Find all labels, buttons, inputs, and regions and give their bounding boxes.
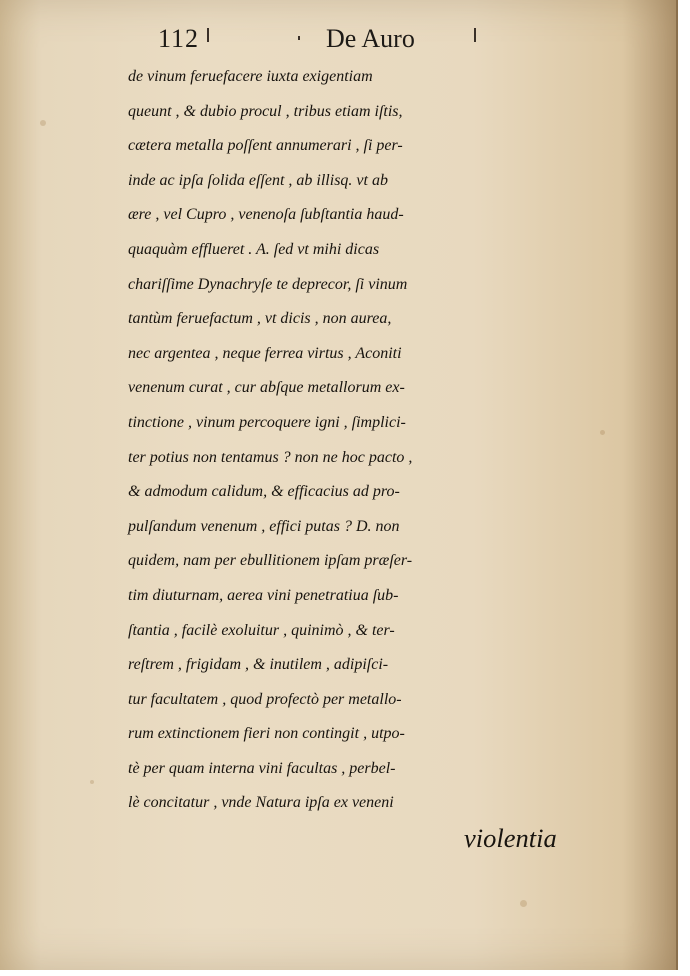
text-line: tur facultatem , quod profectò per metallo- [128, 690, 402, 708]
header-rule-mark [474, 28, 476, 42]
foxing-spot [520, 900, 527, 907]
page-number: 112 [158, 24, 200, 53]
text-line: ter potius non tentamus ? non ne hoc pacto , [128, 448, 413, 466]
text-line: venenum curat , cur abſque metallorum ex- [128, 379, 405, 397]
text-line: lè concitatur , vnde Natura ipſa ex veneni [128, 794, 394, 812]
text-line: tim diuturnam, aerea vini penetratiua ſub- [128, 586, 399, 604]
text-line: rum extinctionem fieri non contingit , utpo- [128, 725, 405, 743]
running-head: De Auro [326, 24, 415, 53]
catchword: violentia [464, 823, 557, 854]
page-header [0, 18, 676, 58]
text-line: nec argentea , neque ferrea virtus , Aconiti [128, 344, 402, 362]
text-line: quaquàm efflueret . A. ſed vt mihi dicas [128, 240, 380, 258]
text-line: ſtantia , facilè exoluitur , quinimò , & ter- [128, 621, 395, 639]
text-line: reſtrem , frigidam , & inutilem , adipiſci- [128, 656, 389, 674]
text-line: cætera metalla poſſent annumerari , ſi per- [128, 137, 403, 155]
text-line: tantùm feruefactum , vt dicis , non aurea, [128, 310, 392, 328]
header-rule-mark [207, 28, 209, 42]
text-line: chariſſime Dynachryſe te deprecor, ſi vinum [128, 275, 408, 293]
text-line: & admodum calidum, & efficacius ad pro- [128, 483, 400, 501]
text-line: quidem, nam per ebullitionem ipſam præſer- [128, 552, 413, 570]
text-line: pulſandum venenum , effici putas ? D. non [128, 517, 400, 535]
text-line: ære , vel Cupro , venenoſa ſubſtantia haud- [128, 206, 404, 224]
text-line: tè per quam interna vini facultas , perbel- [128, 759, 396, 777]
foxing-spot [90, 780, 94, 784]
text-line: tinctione , vinum percoquere igni , ſimplici- [128, 413, 406, 431]
text-line: inde ac ipſa ſolida eſſent , ab illisq. vt ab [128, 171, 388, 189]
body-text [128, 60, 628, 856]
header-dot-mark [298, 36, 300, 40]
foxing-spot [40, 120, 46, 126]
text-line: queunt , & dubio procul , tribus etiam iſtis, [128, 102, 403, 120]
text-line: de vinum feruefacere iuxta exigentiam [128, 68, 373, 85]
